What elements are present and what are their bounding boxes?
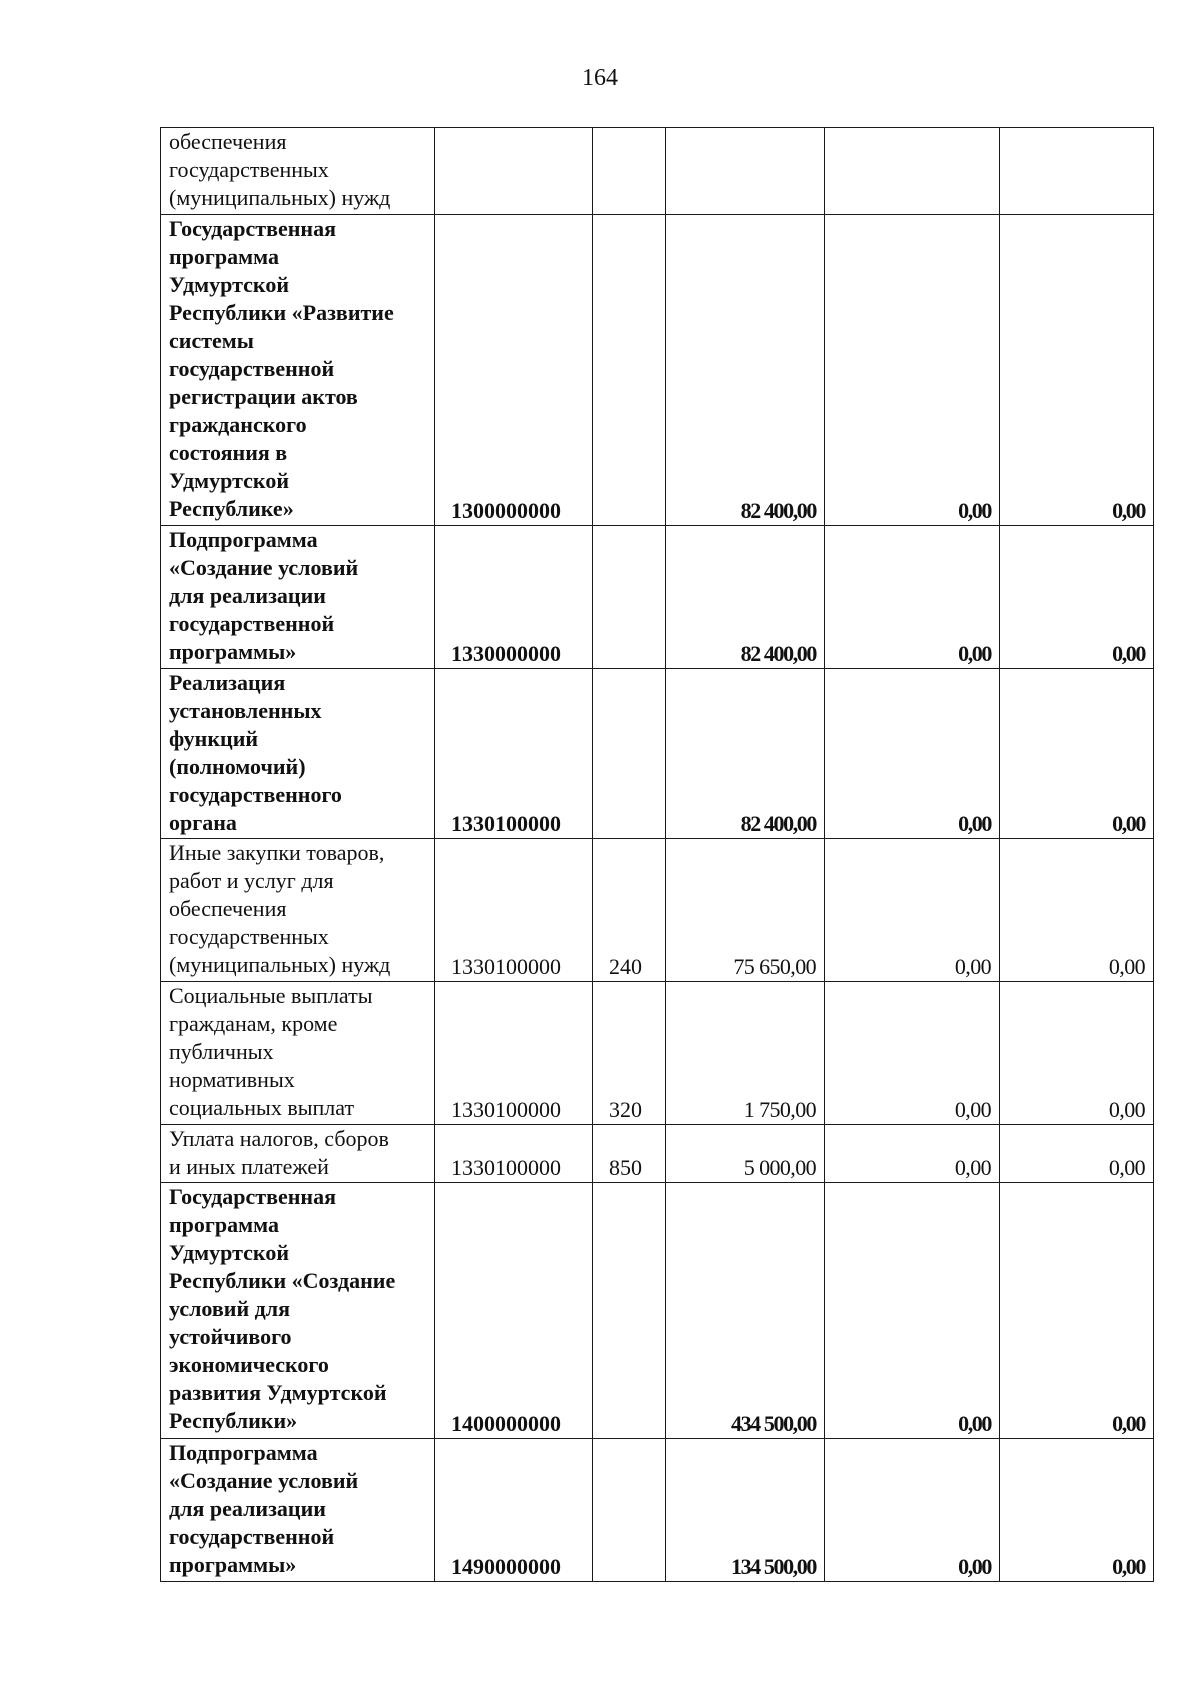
row-amount-1: 1 750,00 xyxy=(666,982,825,1125)
row-program-code: 1330100000 xyxy=(435,1125,593,1183)
row-expense-type xyxy=(593,128,666,215)
budget-table xyxy=(160,127,1154,1582)
row-amount-2: 0,00 xyxy=(825,526,1000,669)
table-row xyxy=(161,1125,1154,1183)
row-amount-2: 0,00 xyxy=(825,982,1000,1125)
row-amount-1: 82 400,00 xyxy=(666,669,825,839)
row-amount-3: 0,00 xyxy=(1000,839,1154,982)
row-expense-type: 320 xyxy=(593,982,666,1125)
row-amount-3: 0,00 xyxy=(1000,215,1154,526)
row-program-code: 1330100000 xyxy=(435,982,593,1125)
row-program-code: 1300000000 xyxy=(435,215,593,526)
table-row xyxy=(161,1439,1154,1582)
row-program-code: 1490000000 xyxy=(435,1439,593,1582)
row-expense-type xyxy=(593,1439,666,1582)
table-row xyxy=(161,526,1154,669)
row-amount-3: 0,00 xyxy=(1000,1439,1154,1582)
row-name: Подпрограмма «Создание условий для реализации государственной программы» xyxy=(161,1439,435,1582)
row-name: Иные закупки товаров, работ и услуг для обеспечения государственных (муниципальных) нужд xyxy=(161,839,435,982)
page-number: 164 xyxy=(582,65,618,91)
row-amount-3: 0,00 xyxy=(1000,982,1154,1125)
row-expense-type xyxy=(593,215,666,526)
row-expense-type xyxy=(593,526,666,669)
row-program-code: 1400000000 xyxy=(435,1183,593,1439)
row-name: Государственная программа Удмуртской Республики «Создание условий для устойчивого экономического развития Удмуртской Республики» xyxy=(161,1183,435,1439)
row-program-code: 1330100000 xyxy=(435,669,593,839)
table-row xyxy=(161,128,1154,215)
row-expense-type xyxy=(593,1183,666,1439)
row-amount-1 xyxy=(666,128,825,215)
row-amount-1: 5 000,00 xyxy=(666,1125,825,1183)
row-program-code: 1330000000 xyxy=(435,526,593,669)
row-amount-3: 0,00 xyxy=(1000,1125,1154,1183)
row-amount-2: 0,00 xyxy=(825,1439,1000,1582)
table-row xyxy=(161,215,1154,526)
table-row xyxy=(161,669,1154,839)
row-amount-2: 0,00 xyxy=(825,1125,1000,1183)
row-amount-2 xyxy=(825,128,1000,215)
row-program-code xyxy=(435,128,593,215)
row-name: обеспечения государственных (муниципальных) нужд xyxy=(161,128,435,215)
row-amount-2: 0,00 xyxy=(825,215,1000,526)
row-amount-3 xyxy=(1000,128,1154,215)
row-amount-1: 82 400,00 xyxy=(666,215,825,526)
row-amount-2: 0,00 xyxy=(825,1183,1000,1439)
row-amount-1: 134 500,00 xyxy=(666,1439,825,1582)
row-name: Реализация установленных функций (полномочий) государственного органа xyxy=(161,669,435,839)
row-amount-2: 0,00 xyxy=(825,669,1000,839)
row-program-code: 1330100000 xyxy=(435,839,593,982)
row-amount-2: 0,00 xyxy=(825,839,1000,982)
row-name: Социальные выплаты гражданам, кроме публичных нормативных социальных выплат xyxy=(161,982,435,1125)
table-row xyxy=(161,982,1154,1125)
row-name: Уплата налогов, сборов и иных платежей xyxy=(161,1125,435,1183)
row-expense-type: 240 xyxy=(593,839,666,982)
row-name: Государственная программа Удмуртской Республики «Развитие системы государственной регистрации актов гражданского состояния в Удмуртской Республике» xyxy=(161,215,435,526)
row-expense-type xyxy=(593,669,666,839)
row-amount-1: 82 400,00 xyxy=(666,526,825,669)
row-expense-type: 850 xyxy=(593,1125,666,1183)
row-amount-3: 0,00 xyxy=(1000,669,1154,839)
table-row xyxy=(161,839,1154,982)
row-amount-3: 0,00 xyxy=(1000,1183,1154,1439)
row-amount-3: 0,00 xyxy=(1000,526,1154,669)
row-amount-1: 75 650,00 xyxy=(666,839,825,982)
table-row xyxy=(161,1183,1154,1439)
row-name: Подпрограмма «Создание условий для реализации государственной программы» xyxy=(161,526,435,669)
row-amount-1: 434 500,00 xyxy=(666,1183,825,1439)
